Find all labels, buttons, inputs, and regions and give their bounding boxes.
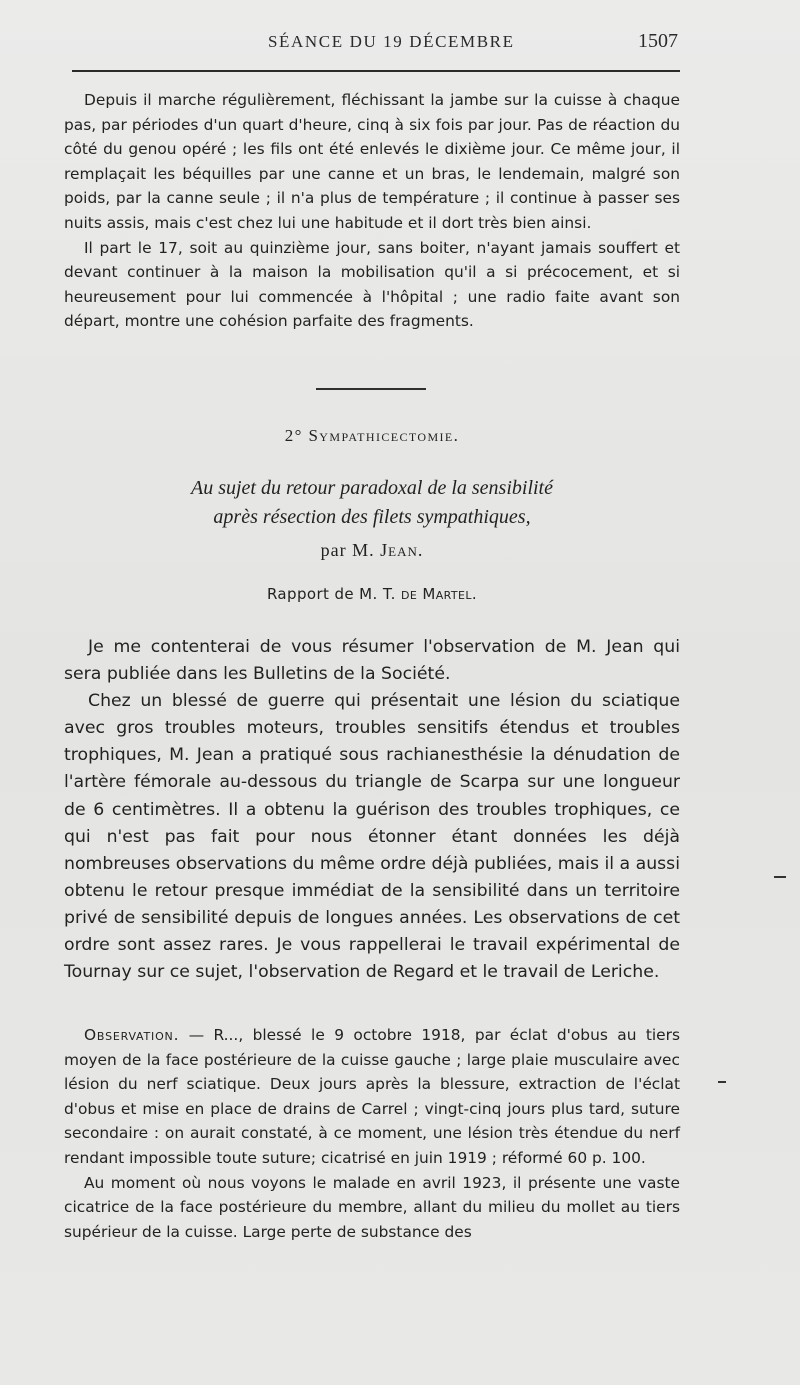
- intro-paragraph-2: Il part le 17, soit au quinzième jour, sans boiter, n'ayant jamais souffert et devant continuer à la maison la mobilisation qu'il a si précocement, et si heureusement pour lui commencée à l'hôpital ; une radio faite avant son départ, montre une cohésion parfaite des fragments.: [64, 238, 680, 331]
- separator-rule: [316, 388, 426, 390]
- section-heading: [64, 426, 680, 446]
- reporter-name: de Martel.: [400, 585, 478, 603]
- observation-paragraph-2: Au moment où nous voyons le malade en avril 1923, il présente une vaste cicatrice de la face postérieure du membre, allant du milieu du mollet au tiers supérieur de la cuisse. Large perte de substance des: [64, 1173, 680, 1241]
- author-prefix: par M.: [320, 540, 375, 560]
- reporter-prefix: Rapport de M. T.: [266, 585, 396, 603]
- article-title-line-1: Au sujet du retour paradoxal de la sensibilité: [190, 477, 553, 499]
- section-number: 2°: [284, 426, 303, 445]
- header-rule: [72, 70, 680, 72]
- intro-text: [64, 88, 680, 334]
- observation-text-1: — R..., blessé le 9 octobre 1918, par éclat d'obus au tiers moyen de la face postérieure de la cuisse gauche ; large plaie musculaire avec lésion du nerf sciatique. Deux jours après la blessure, extraction de l'éclat d'obus et mise en place de drains de Carrel ; vingt-cinq jours plus tard, suture secondaire : on aurait constaté, à ce moment, une lésion très étendue du nerf rendant impossible toute suture; cicatrisé en juin 1919 ; réformé 60 p. 100.: [64, 1026, 680, 1167]
- body-paragraph-1: Je me contenterai de vous résumer l'observation de M. Jean qui sera publiée dans les Bulletins de la Société.: [64, 637, 680, 685]
- article-title: [64, 474, 680, 532]
- running-head: [0, 30, 800, 54]
- observation-paragraph-1: [64, 1023, 680, 1171]
- body-paragraph-2: Chez un blessé de guerre qui présentait une lésion du sciatique avec gros troubles moteurs, troubles sensitifs étendus et troubles trophiques, M. Jean a pratiqué sous rachianesthésie la dénudation de l'artère fémorale au-dessous du triangle de Scarpa sur une longueur de 6 centimètres. Il a obtenu la guérison des troubles trophiques, ce qui n'est pas fait pour nous étonner étant données les déjà nombreuses observations du même ordre déjà publiées, mais il a aussi obtenu le retour presque immédiat de la sensibilité dans un territoire privé de sensibilité depuis de longues années. Les observations de cet ordre sont assez rares. Je vous rappellerai le travail expérimental de Tournay sur ce sujet, l'observation de Regard et le travail de Leriche.: [64, 691, 680, 983]
- running-title: SÉANCE DU 19 DÉCEMBRE: [268, 32, 515, 51]
- margin-mark: [718, 1081, 726, 1083]
- report-body: [64, 634, 680, 986]
- section-title: Sympathicectomie.: [308, 426, 460, 445]
- report-byline: [64, 585, 680, 603]
- intro-paragraph-1: Depuis il marche régulièrement, fléchissant la jambe sur la cuisse à chaque pas, par périodes d'un quart d'heure, cinq à six fois par jour. Pas de réaction du côté du genou opéré ; les fils ont été enlevés le dixième jour. Ce même jour, il remplaçait les béquilles par une canne et un bras, le lendemain, malgré son poids, par la canne seule ; il n'a plus de température ; il continue à passer ses nuits assis, mais c'est chez lui une habitude et il dort très bien ainsi.: [64, 91, 680, 232]
- author-name: Jean.: [380, 540, 424, 560]
- observation-text: [64, 1023, 680, 1244]
- margin-mark: [774, 876, 786, 878]
- observation-label: Observation.: [84, 1026, 180, 1044]
- article-author: [64, 540, 680, 561]
- article-title-line-2: après résection des filets sympathiques,: [213, 506, 531, 528]
- page-number: 1507: [638, 30, 678, 52]
